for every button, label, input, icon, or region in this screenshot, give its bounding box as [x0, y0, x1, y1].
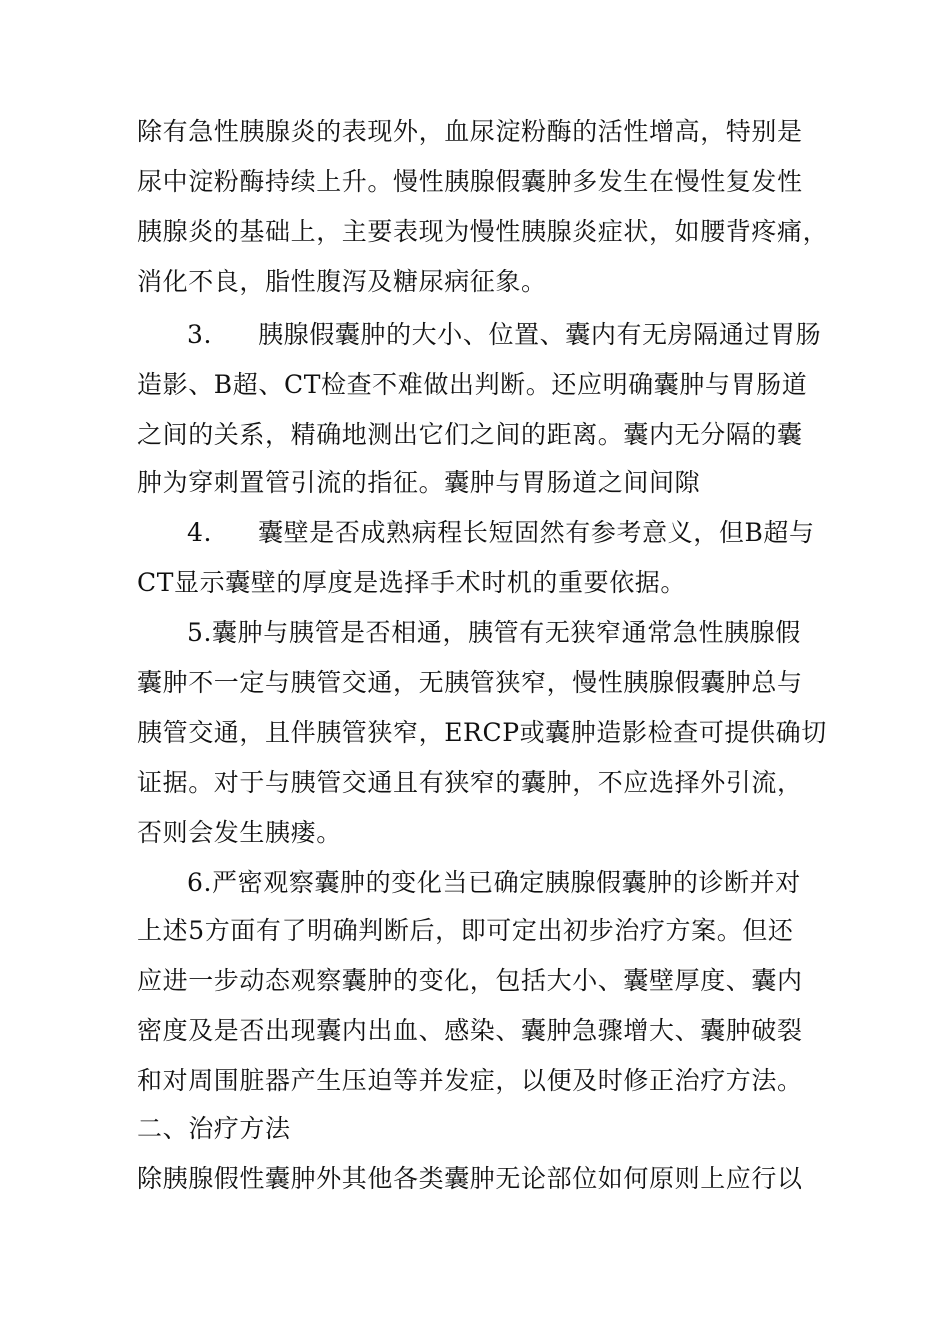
paragraph-line: 胰腺炎的基础上，主要表现为慢性胰腺炎症状，如腰背疼痛， — [137, 217, 829, 246]
paragraph-line: 证据。对于与胰管交通且有狭窄的囊肿，不应选择外引流， — [137, 768, 803, 797]
paragraph-line: CT显示囊壁的厚度是选择手术时机的重要依据。 — [137, 568, 687, 597]
item-text: 胰腺假囊肿的大小、位置、囊内有无房隔通过胃肠 — [258, 320, 822, 349]
numbered-item-3 — [187, 320, 821, 350]
paragraph-line: 胰管交通，且伴胰管狭窄，ERCP或囊肿造影检查可提供确切 — [137, 718, 827, 747]
paragraph-line: 和对周围脏器产生压迫等并发症，以便及时修正治疗方法。 — [137, 1066, 803, 1095]
paragraph-line: 密度及是否出现囊内出血、感染、囊肿急骤增大、囊肿破裂 — [137, 1016, 803, 1045]
numbered-item-4 — [187, 518, 815, 548]
paragraph-line: 肿为穿刺置管引流的指征。囊肿与胃肠道之间间隙 — [137, 468, 701, 497]
paragraph-line: 尿中淀粉酶持续上升。慢性胰腺假囊肿多发生在慢性复发性 — [137, 167, 803, 196]
paragraph-line: 造影、B超、CT检查不难做出判断。还应明确囊肿与胃肠道 — [137, 370, 808, 399]
paragraph-line: 之间的关系，精确地测出它们之间的距离。囊内无分隔的囊 — [137, 420, 803, 449]
item-text: 囊壁是否成熟病程长短固然有参考意义，但B超与 — [258, 518, 815, 547]
paragraph-line: 除有急性胰腺炎的表现外，血尿淀粉酶的活性增高，特别是 — [137, 117, 803, 146]
item-number: 3. — [187, 320, 213, 349]
paragraph-line: 除胰腺假性囊肿外其他各类囊肿无论部位如何原则上应行以 — [137, 1164, 803, 1193]
paragraph-line: 囊肿不一定与胰管交通，无胰管狭窄，慢性胰腺假囊肿总与 — [137, 668, 803, 697]
paragraph-line: 否则会发生胰瘘。 — [137, 818, 342, 847]
item-number: 4. — [187, 518, 213, 547]
paragraph-line: 应进一步动态观察囊肿的变化，包括大小、囊壁厚度、囊内 — [137, 966, 803, 995]
numbered-item-5: 5.囊肿与胰管是否相通，胰管有无狭窄通常急性胰腺假 — [187, 618, 801, 647]
numbered-item-6: 6.严密观察囊肿的变化当已确定胰腺假囊肿的诊断并对 — [187, 868, 801, 897]
paragraph-line: 上述5方面有了明确判断后，即可定出初步治疗方案。但还 — [137, 916, 794, 945]
paragraph-line: 消化不良，脂性腹泻及糖尿病征象。 — [137, 267, 547, 296]
section-heading: 二、治疗方法 — [137, 1114, 291, 1143]
